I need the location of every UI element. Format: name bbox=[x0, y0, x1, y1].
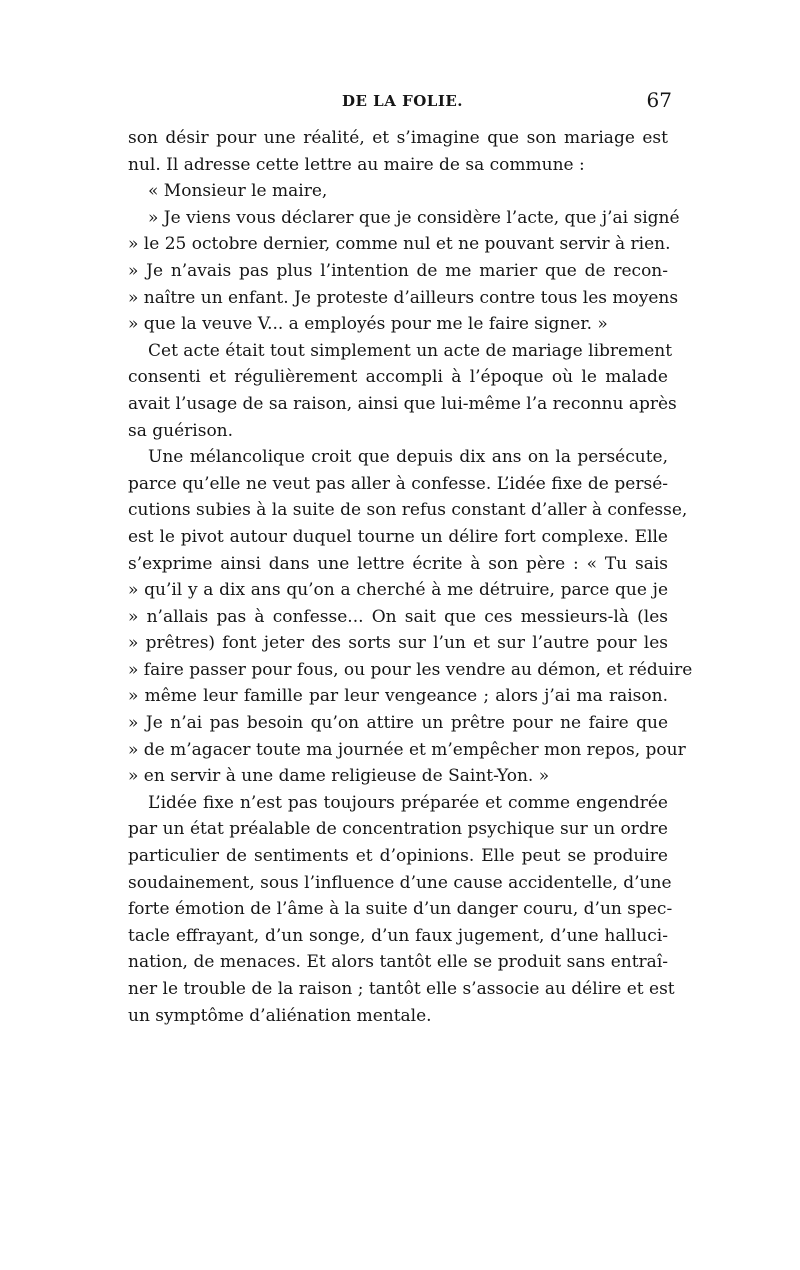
text-line: » en servir à une dame religieuse de Saint-Yon. » bbox=[128, 766, 550, 787]
text-line: cutions subies à la suite de son refus constant d’aller à confesse, bbox=[128, 500, 688, 521]
page-number: 67 bbox=[646, 88, 672, 112]
text-line: » n’allais pas à confesse... On sait que ces messieurs-là (les bbox=[128, 606, 668, 627]
text-line: particulier de sentiments et d’opinions. Elle peut se produire bbox=[128, 846, 668, 867]
text-line: forte émotion de l’âme à la suite d’un danger couru, d’un spec- bbox=[128, 899, 673, 920]
text-line: » même leur famille par leur vengeance ; alors j’ai ma raison. bbox=[128, 686, 668, 707]
text-line: » qu’il y a dix ans qu’on a cherché à me détruire, parce que je bbox=[128, 580, 668, 601]
text-line: s’exprime ainsi dans une lettre écrite à son père : « Tu sais bbox=[128, 553, 668, 574]
text-line: un symptôme d’aliénation mentale. bbox=[128, 1005, 432, 1026]
text-line: » Je viens vous déclarer que je considère l’acte, que j’ai signé bbox=[148, 207, 680, 228]
text-line: L’idée fixe n’est pas toujours préparée et comme engendrée bbox=[148, 792, 668, 813]
running-title: DE LA FOLIE. bbox=[342, 92, 464, 110]
text-line: » prêtres) font jeter des sorts sur l’un et sur l’autre pour les bbox=[128, 633, 668, 654]
text-line: nation, de menaces. Et alors tantôt elle se produit sans entraî- bbox=[128, 952, 668, 973]
text-line: » naître un enfant. Je proteste d’ailleurs contre tous les moyens bbox=[128, 287, 679, 308]
text-line: soudainement, sous l’influence d’une cause accidentelle, d’une bbox=[128, 872, 672, 893]
text-line: tacle effrayant, d’un songe, d’un faux jugement, d’une halluci- bbox=[128, 925, 668, 946]
text-line: » que la veuve V... a employés pour me le faire signer. » bbox=[128, 314, 608, 335]
text-line: est le pivot autour duquel tourne un délire fort complexe. Elle bbox=[128, 526, 668, 547]
text-line: son désir pour une réalité, et s’imagine que son mariage est bbox=[128, 128, 668, 148]
text-line: » le 25 octobre dernier, comme nul et ne pouvant servir à rien. bbox=[128, 234, 671, 255]
text-line: » faire passer pour fous, ou pour les vendre au démon, et réduire bbox=[128, 659, 693, 680]
text-line: Une mélancolique croit que depuis dix ans on la persécute, bbox=[148, 447, 668, 468]
text-line: nul. Il adresse cette lettre au maire de sa commune : bbox=[128, 154, 585, 175]
text-line: » de m’agacer toute ma journée et m’empêcher mon repos, pour bbox=[128, 739, 686, 760]
text-line: Cet acte était tout simplement un acte de mariage librement bbox=[148, 340, 673, 361]
text-line: » Je n’avais pas plus l’intention de me marier que de recon- bbox=[128, 260, 668, 281]
text-line: avait l’usage de sa raison, ainsi que lui-même l’a reconnu après bbox=[128, 393, 677, 414]
text-line: « Monsieur le maire, bbox=[148, 181, 328, 202]
text-line: consenti et régulièrement accompli à l’époque où le malade bbox=[128, 367, 668, 388]
text-line: sa guérison. bbox=[128, 420, 234, 441]
text-line: » Je n’ai pas besoin qu’on attire un prêtre pour ne faire que bbox=[128, 713, 668, 734]
text-line: ner le trouble de la raison ; tantôt elle s’associe au délire et est bbox=[128, 979, 675, 999]
text-line: parce qu’elle ne veut pas aller à confesse. L’idée fixe de persé- bbox=[128, 473, 668, 494]
text-line: par un état préalable de concentration psychique sur un ordre bbox=[128, 819, 668, 840]
body-text bbox=[128, 125, 693, 1029]
